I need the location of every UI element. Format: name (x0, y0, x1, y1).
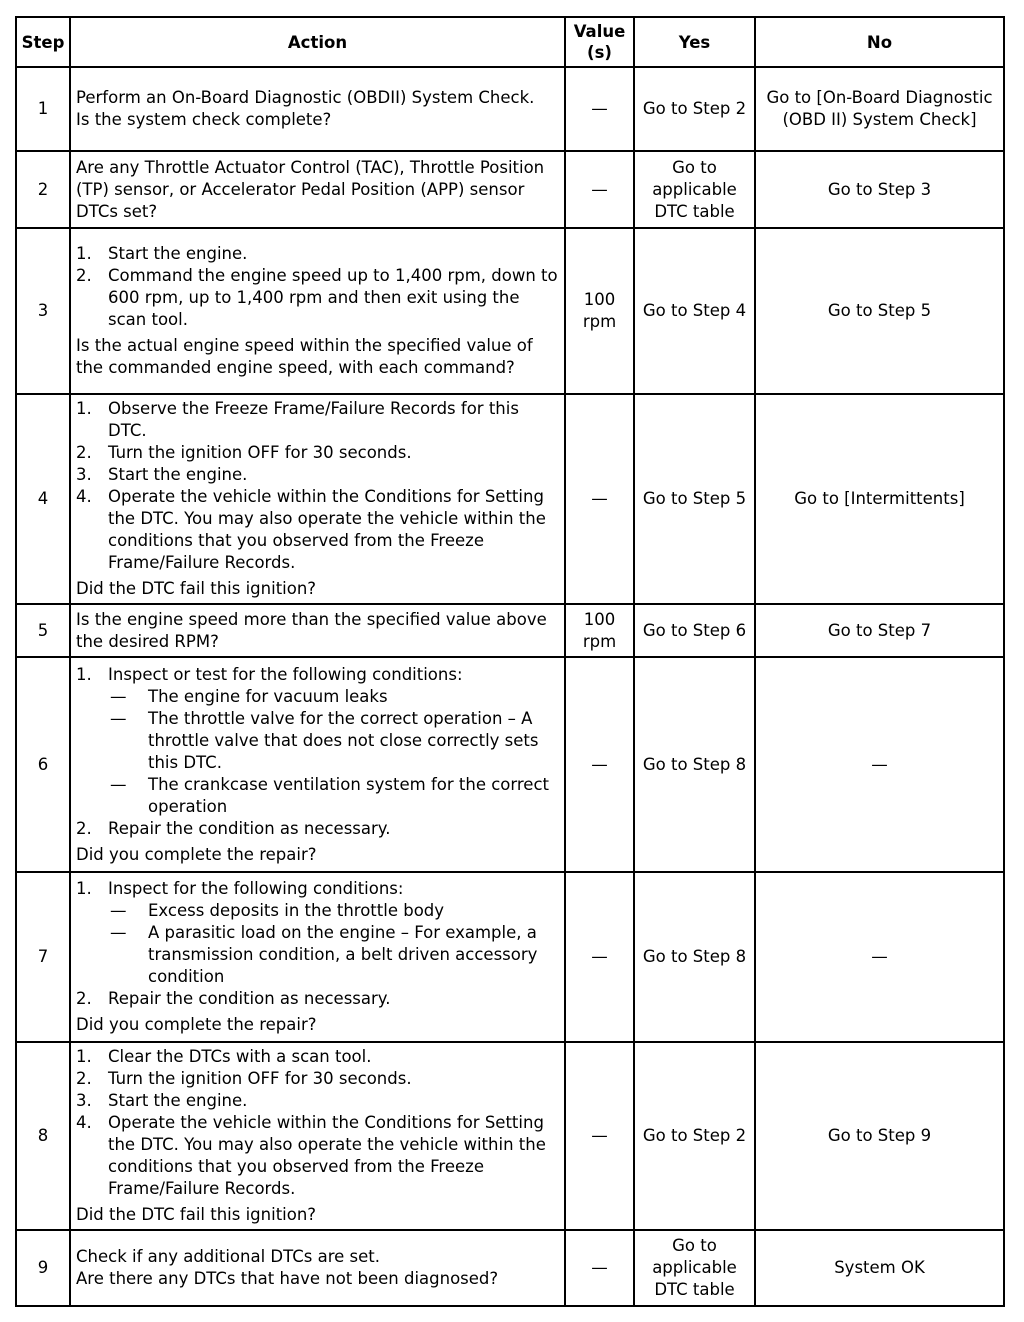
numbered-step (76, 988, 561, 1010)
numbered-step (76, 1112, 561, 1200)
yes-result: Go to Step 6 (634, 604, 755, 657)
numbered-step (76, 1090, 561, 1112)
question-text: Did you complete the repair? (76, 1015, 317, 1034)
step-index: 4. (76, 487, 92, 506)
header-value: Value (s) (565, 17, 634, 67)
yes-result: Go to Step 8 (634, 657, 755, 872)
action-cell (70, 228, 565, 394)
no-result: Go to Step 3 (755, 151, 1004, 228)
numbered-step (76, 464, 561, 486)
dash-bullet: — (110, 923, 127, 942)
value-cell: — (565, 1230, 634, 1306)
step-number: 2 (16, 151, 70, 228)
yes-result: Go to Step 8 (634, 872, 755, 1042)
yes-result: Go to Step 4 (634, 228, 755, 394)
yes-result: Go to Step 5 (634, 394, 755, 604)
step-index: 2. (76, 266, 92, 285)
step-index: 1. (76, 879, 92, 898)
sub-condition (76, 774, 561, 818)
yes-result: Go to applicable DTC table (634, 151, 755, 228)
table-row (16, 67, 1004, 151)
numbered-step (76, 1046, 561, 1068)
step-index: 2. (76, 1069, 92, 1088)
sub-condition-text: Excess deposits in the throttle body (148, 901, 445, 920)
action-text: Are there any DTCs that have not been diagnosed? (76, 1269, 499, 1288)
no-result: Go to Step 7 (755, 604, 1004, 657)
no-result: — (755, 657, 1004, 872)
sub-condition-text: A parasitic load on the engine – For example, a transmission condition, a belt driven accessory condition (148, 923, 538, 986)
diagnostic-table (15, 16, 1005, 1307)
step-index: 2. (76, 989, 92, 1008)
action-cell (70, 1042, 565, 1230)
numbered-step (76, 878, 561, 900)
step-index: 1. (76, 399, 92, 418)
step-number: 7 (16, 872, 70, 1042)
step-number: 8 (16, 1042, 70, 1230)
table-row (16, 394, 1004, 604)
numbered-step (76, 664, 561, 686)
value-cell: — (565, 872, 634, 1042)
no-result: — (755, 872, 1004, 1042)
step-text: Repair the condition as necessary. (108, 818, 391, 838)
table-body (16, 67, 1004, 1306)
value-cell: — (565, 657, 634, 872)
no-result: Go to Step 9 (755, 1042, 1004, 1230)
value-cell: — (565, 1042, 634, 1230)
table-row (16, 1230, 1004, 1306)
step-index: 4. (76, 1113, 92, 1132)
action-text: Are any Throttle Actuator Control (TAC), Throttle Position (TP) sensor, or Accelerator Pedal Position (APP) sensor DTCs set? (76, 157, 545, 221)
step-number: 1 (16, 67, 70, 151)
step-text: Operate the vehicle within the Conditions for Setting the DTC. You may also operate the vehicle within the conditions that you observed from the Freeze Frame/Failure Records. (108, 1113, 546, 1198)
table-row (16, 604, 1004, 657)
numbered-step (76, 818, 561, 840)
table-row (16, 151, 1004, 228)
numbered-step (76, 486, 561, 574)
step-index: 3. (76, 1091, 92, 1110)
sub-condition (76, 708, 561, 774)
step-number: 6 (16, 657, 70, 872)
action-cell (70, 67, 565, 151)
dash-bullet: — (110, 774, 127, 794)
question-text: Is the actual engine speed within the specified value of the commanded engine speed, with each command? (76, 336, 533, 377)
action-cell (70, 394, 565, 604)
numbered-step (76, 398, 561, 442)
no-result: Go to [On-Board Diagnostic (OBD II) System Check] (755, 67, 1004, 151)
step-text: Clear the DTCs with a scan tool. (108, 1047, 372, 1066)
step-text: Turn the ignition OFF for 30 seconds. (108, 443, 412, 462)
value-cell: 100 rpm (565, 228, 634, 394)
sub-condition (76, 922, 561, 988)
question-text: Did you complete the repair? (76, 844, 317, 864)
yes-result: Go to Step 2 (634, 1042, 755, 1230)
sub-condition-text: The crankcase ventilation system for the correct operation (148, 774, 549, 816)
action-text: Is the system check complete? (76, 110, 332, 129)
action-cell (70, 604, 565, 657)
question-text: Did the DTC fail this ignition? (76, 1205, 317, 1224)
numbered-step (76, 1068, 561, 1090)
value-cell: — (565, 151, 634, 228)
no-result: Go to Step 5 (755, 228, 1004, 394)
step-number: 3 (16, 228, 70, 394)
dash-bullet: — (110, 901, 127, 920)
action-text: Check if any additional DTCs are set. (76, 1247, 380, 1266)
numbered-step (76, 265, 561, 331)
step-text: Inspect or test for the following conditions: (108, 664, 463, 684)
step-index: 2. (76, 443, 92, 462)
step-text: Start the engine. (108, 244, 248, 263)
action-cell (70, 1230, 565, 1306)
step-text: Command the engine speed up to 1,400 rpm, down to 600 rpm, up to 1,400 rpm and then exit using the scan tool. (108, 266, 558, 329)
no-result: System OK (755, 1230, 1004, 1306)
header-no: No (755, 17, 1004, 67)
table-row (16, 228, 1004, 394)
step-index: 1. (76, 664, 92, 684)
numbered-step (76, 442, 561, 464)
step-index: 1. (76, 1047, 92, 1066)
sub-condition-text: The throttle valve for the correct operation – A throttle valve that does not close correctly sets this DTC. (148, 708, 539, 772)
step-text: Turn the ignition OFF for 30 seconds. (108, 1069, 412, 1088)
step-text: Start the engine. (108, 1091, 248, 1110)
step-number: 4 (16, 394, 70, 604)
table-row (16, 872, 1004, 1042)
step-text: Inspect for the following conditions: (108, 879, 404, 898)
question-text: Did the DTC fail this ignition? (76, 579, 317, 598)
header-row (16, 17, 1004, 67)
header-yes: Yes (634, 17, 755, 67)
sub-condition (76, 900, 561, 922)
sub-condition-text: The engine for vacuum leaks (148, 686, 388, 706)
dash-bullet: — (110, 708, 127, 728)
action-cell (70, 151, 565, 228)
step-number: 5 (16, 604, 70, 657)
table-row (16, 657, 1004, 872)
step-index: 1. (76, 244, 92, 263)
numbered-step (76, 243, 561, 265)
action-cell (70, 657, 565, 872)
value-cell: 100 rpm (565, 604, 634, 657)
value-cell: — (565, 394, 634, 604)
action-text: Is the engine speed more than the specified value above the desired RPM? (76, 609, 547, 651)
yes-result: Go to applicable DTC table (634, 1230, 755, 1306)
no-result: Go to [Intermittents] (755, 394, 1004, 604)
sub-condition (76, 686, 561, 708)
step-index: 3. (76, 465, 92, 484)
action-cell (70, 872, 565, 1042)
action-text: Perform an On-Board Diagnostic (OBDII) System Check. (76, 88, 535, 107)
dash-bullet: — (110, 686, 127, 706)
table-row (16, 1042, 1004, 1230)
step-text: Repair the condition as necessary. (108, 989, 391, 1008)
step-number: 9 (16, 1230, 70, 1306)
step-text: Start the engine. (108, 465, 248, 484)
yes-result: Go to Step 2 (634, 67, 755, 151)
header-action: Action (70, 17, 565, 67)
step-text: Operate the vehicle within the Conditions for Setting the DTC. You may also operate the vehicle within the conditions that you observed from the Freeze Frame/Failure Records. (108, 487, 546, 572)
step-index: 2. (76, 818, 92, 838)
step-text: Observe the Freeze Frame/Failure Records for this DTC. (108, 399, 519, 440)
header-step: Step (16, 17, 70, 67)
value-cell: — (565, 67, 634, 151)
